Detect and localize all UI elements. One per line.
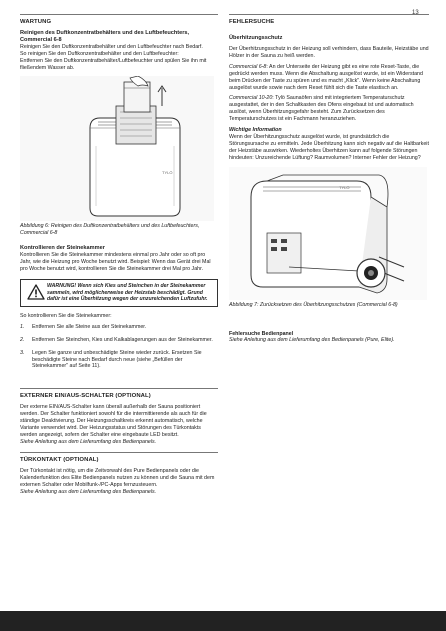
section-divider [20,388,218,389]
list-item [20,350,218,371]
warning-box [20,279,218,307]
step-number: 3. [20,349,25,356]
figure-7-caption: Abbildung 7: Zurücksetzen des Überhitzungsschutzes (Commercial 6-8) [229,301,398,308]
cleaning-title: Reinigen des Duftkonzentratbehälters und des Luftbefeuchters, Commercial 6-8 [20,30,190,43]
svg-text:TYLÖ: TYLÖ [162,169,173,175]
heater-cleaning-drawing [20,76,214,221]
step-number: 2. [20,336,25,343]
figure-7-illustration [229,167,427,300]
door-paragraph: Der Türkontakt ist nötig, um die Zeitvorwahl des Pure Bedienpanels oder die Kalenderfunktion des Elite Bedienpanels nutzen zu können und die Sauna mit dem externen Schalter oder Mobilfunk-/PC-Apps fernzusteuern. [20,467,215,488]
list-item [20,337,218,344]
step-number: 1. [20,323,25,330]
svg-text:TYLÖ: TYLÖ [339,184,350,190]
steps-intro: So kontrollieren Sie die Steinekammer: [20,312,112,319]
warning-text: WARNUNG! Wenn sich Kies und Steinchen in der Steinekammer sammeln, wird möglicherweise der Heizstab beschädigt. Grund dafür ist eine Überhitzung wegen der unzureichenden Luftzufuhr. [47,283,208,303]
section-header-wartung: WARTUNG [20,19,52,25]
list-item [20,324,218,331]
step-text: Legen Sie ganze und unbeschädigte Steine wieder zurück. Ersetzen Sie beschädigte Steine nach Bedarf durch neue (siehe „Befüllen der Steinekammer" auf Seite 11). [32,349,202,370]
step-text: Entfernen Sie Steinchen, Kies und Kalkablagerungen aus der Steinekammer. [32,336,213,343]
cleaning-paragraph-3: Entfernen Sie den Duftkonzentratbehälter/Luftbefeuchter und spülen Sie ihn mit fließendem Wasser ab. [20,57,207,71]
left-column [20,14,218,495]
commercial-10-20-text: : Tylö Saunaöfen sind mit integriertem Temperaturschutz ausgestattet, der in den Schaltkasten des Ofens eingebaut ist und automatisch auslöst, wenn Überhitzungsgefahr besteht. Zum Zurücksetzen des Temperaturschutzes ist ein Fachmann heranzuziehen. [229,95,414,123]
section-header-door-contact: TÜRKONTAKT (OPTIONAL) [20,456,99,463]
warning-triangle-icon [25,283,47,303]
overheat-paragraph: Der Überhitzungsschutz in der Heizung soll verhindern, dass Bauteile, Heizstäbe und Hölzer in der Sauna zu heiß werden. [229,46,429,59]
commercial-10-20-label: Commercial 10-20 [229,95,273,102]
door-reference: Siehe Anleitung aus dem Lieferumfang des Bedienpanels. [20,488,157,495]
figure-6-illustration [20,76,214,221]
page-number: 13 [412,10,419,16]
cleaning-paragraph-2: So reinigen Sie den Duftkonzentratbehälter und den Luftbefeuchter: [20,50,179,57]
commercial-6-8-paragraph [229,64,429,92]
footer-bar [0,611,446,631]
section-header-fehlersuche: FEHLERSUCHE [229,19,275,25]
section-divider [20,14,218,15]
commercial-6-8-label: Commercial 6-8 [229,63,267,70]
section-divider [20,452,218,453]
right-column [229,14,429,344]
step-text: Entfernen Sie alle Steine aus der Steinekammer. [32,323,147,330]
reset-button-icon [357,259,385,287]
commercial-6-8-text: : An der Unterseite der Heizung gibt es eine rote Reset-Taste, die gedrückt werden muss. Wenn die Abschaltung ausgelöst wurde, ist ein Widerstand beim Drücken der Taste zu spüren und es macht „Klick". Wenn keine Abschaltung ausgelöst wurde sowie nach dem Reset fühlt sich die Taste elastisch an. [229,63,423,91]
stones-title: Kontrollieren der Steinekammer [20,245,105,252]
cleaning-paragraph-1: Reinigen Sie den Duftkonzentratbehälter und den Luftbefeuchter nach Bedarf. [20,44,203,50]
important-title: Wichtige Information [229,127,282,134]
section-divider [229,14,429,15]
stones-paragraph: Kontrollieren Sie die Steinekammer mindestens einmal pro Jahr oder so oft pro Jahr, wie die Heizung pro Woche benutzt wird. Beispiel: Wenn das Gerät drei Mal pro Woche benutzt wird, kontrollieren Sie die Steinekammer drei Mal pro Jahr. [20,252,211,273]
important-paragraph: Wenn der Überhitzungsschutz ausgelöst wurde, ist grundsätzlich die Störungsursache zu ermitteln. Jede Überhitzung kann sich negativ auf die Haltbarkeit der Heizstäbe auswirken. Wiederholtes Überhitzen kann auf folgende Störungen hindeuten: Unzureichende Lüftung? Raumvolumen? Interner Fehler der Heizung? [229,133,429,161]
panel-title: Fehlersuche Bedienpanel [229,330,294,337]
steps-list [20,324,218,371]
overheat-title: Überhitzungsschutz [229,35,283,41]
switch-paragraph: Der externe EIN/AUS-Schalter kann überall außerhalb der Sauna positioniert werden. Der Schalter funktioniert sowohl für die intermittierende als auch für die ständige Deaktivierung. Der Heizungsschaltkreis erkennt automatisch, welche Variante verwendet wird. Der Heizungsstatus und Störungen des Türkontakts werden angezeigt, sofern der Schalter eine eingebaute LED besitzt. [20,404,207,438]
switch-reference: Siehe Anleitung aus dem Lieferumfang des Bedienpanels. [20,438,157,445]
figure-6-caption: Abbildung 6: Reinigen des Duftkonzentratbehälters und des Luftbefeuchters, Commercial 6-8 [20,222,200,236]
commercial-10-20-paragraph [229,95,429,123]
panel-paragraph: Siehe Anleitung aus dem Lieferumfang des Bedienpanels (Pure, Elite). [229,337,395,344]
section-header-external-switch: EXTERNER EIN/AUS-SCHALTER (OPTIONAL) [20,393,151,400]
heater-reset-drawing [229,167,427,300]
